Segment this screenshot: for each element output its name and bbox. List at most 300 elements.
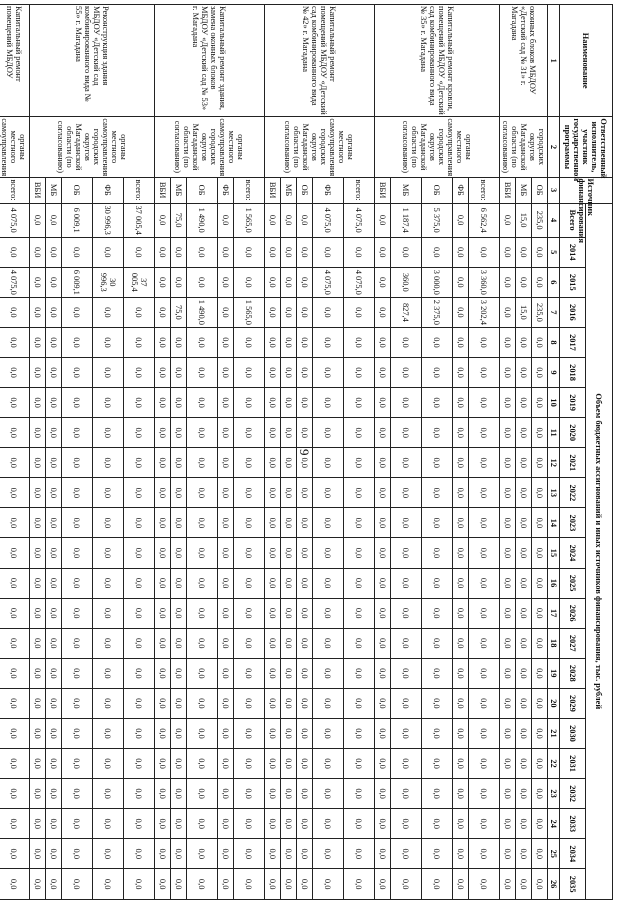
- value-cell: 0,0: [171, 237, 187, 267]
- value-cell: 0,0: [516, 418, 532, 448]
- header-year: 2030: [560, 718, 586, 748]
- column-number: 26: [548, 869, 560, 900]
- value-cell: 0,0: [155, 448, 171, 478]
- value-cell: 75,0: [171, 203, 187, 237]
- value-cell: 0,0: [46, 658, 62, 688]
- value-cell: 0,0: [30, 327, 46, 357]
- value-cell: 0,0: [62, 628, 93, 658]
- value-cell: 0,0: [375, 357, 391, 387]
- value-cell: 0,0: [391, 568, 422, 598]
- value-cell: 0,0: [62, 869, 93, 900]
- value-cell: 0,0: [281, 448, 297, 478]
- value-cell: 0,0: [453, 478, 469, 508]
- value-cell: 0,0: [265, 297, 281, 327]
- value-cell: 0,0: [281, 628, 297, 658]
- value-cell: 0,0: [391, 809, 422, 839]
- value-cell: 0,0: [30, 478, 46, 508]
- value-cell: 0,0: [265, 688, 281, 718]
- value-cell: 0,0: [93, 628, 124, 658]
- value-cell: 0,0: [62, 779, 93, 809]
- row-name: Реконструкция здания МБДОУ «Детский сад комбинированного вида № 55» г. Магадана: [30, 5, 155, 117]
- row-source: ФБ: [218, 177, 234, 203]
- value-cell: 0,0: [93, 508, 124, 538]
- value-cell: 0,0: [46, 508, 62, 538]
- value-cell: 0,0: [532, 568, 548, 598]
- value-cell: 0,0: [375, 568, 391, 598]
- value-cell: 0,0: [46, 267, 62, 297]
- value-cell: 0,0: [46, 749, 62, 779]
- value-cell: 0,0: [500, 388, 516, 418]
- value-cell: 0,0: [313, 658, 344, 688]
- value-cell: 0,0: [218, 203, 234, 237]
- value-cell: 0,0: [187, 478, 218, 508]
- value-cell: 0,0: [218, 388, 234, 418]
- value-cell: 0,0: [30, 388, 46, 418]
- value-cell: 0,0: [344, 538, 375, 568]
- value-cell: 0,0: [281, 357, 297, 387]
- row-source: всего:: [344, 177, 375, 203]
- value-cell: 0,0: [124, 718, 155, 748]
- value-cell: 0,0: [422, 508, 453, 538]
- row-source: ФБ: [93, 177, 124, 203]
- header-year: 2024: [560, 538, 586, 568]
- header-year: 2028: [560, 658, 586, 688]
- value-cell: 0,0: [297, 508, 313, 538]
- column-number: 5: [548, 237, 560, 267]
- row-executor: органы местного самоуправления городских округов Магаданской области (по согласованию): [265, 117, 375, 177]
- value-cell: 0,0: [344, 598, 375, 628]
- value-cell: 1 565,0: [234, 203, 265, 237]
- value-cell: 0,0: [422, 779, 453, 809]
- value-cell: 0,0: [187, 809, 218, 839]
- value-cell: 0,0: [30, 839, 46, 869]
- value-cell: 0,0: [532, 388, 548, 418]
- value-cell: 0,0: [469, 869, 500, 900]
- value-cell: 0,0: [46, 357, 62, 387]
- value-cell: 0,0: [187, 568, 218, 598]
- value-cell: 0,0: [391, 538, 422, 568]
- value-cell: 0,0: [422, 718, 453, 748]
- value-cell: 0,0: [375, 388, 391, 418]
- value-cell: 0,0: [234, 839, 265, 869]
- value-cell: 0,0: [297, 203, 313, 237]
- value-cell: 0,0: [344, 749, 375, 779]
- value-cell: 0,0: [281, 779, 297, 809]
- value-cell: 0,0: [469, 749, 500, 779]
- value-cell: 0,0: [155, 327, 171, 357]
- value-cell: 0,0: [344, 357, 375, 387]
- value-cell: 0,0: [218, 718, 234, 748]
- row-source: всего:: [124, 177, 155, 203]
- value-cell: 0,0: [281, 658, 297, 688]
- header-year: 2034: [560, 839, 586, 869]
- value-cell: 0,0: [265, 718, 281, 748]
- value-cell: 0,0: [124, 598, 155, 628]
- value-cell: 0,0: [500, 718, 516, 748]
- value-cell: 0,0: [516, 718, 532, 748]
- header-year: 2019: [560, 388, 586, 418]
- value-cell: 0,0: [265, 203, 281, 237]
- column-number-row: [548, 5, 560, 900]
- value-cell: 37 005,4: [124, 203, 155, 237]
- value-cell: 0,0: [171, 568, 187, 598]
- value-cell: 0,0: [516, 658, 532, 688]
- value-cell: 0,0: [62, 448, 93, 478]
- value-cell: 360,0: [391, 267, 422, 297]
- value-cell: 0,0: [124, 658, 155, 688]
- value-cell: 0,0: [375, 448, 391, 478]
- row-source: МБ: [281, 177, 297, 203]
- value-cell: 0,0: [62, 658, 93, 688]
- value-cell: 0,0: [93, 568, 124, 598]
- value-cell: 0,0: [171, 538, 187, 568]
- row-executor: органы местного самоуправления городских округов Магаданской области (по согласованию): [30, 117, 155, 177]
- value-cell: 0,0: [516, 508, 532, 538]
- value-cell: 0,0: [469, 448, 500, 478]
- value-cell: 0,0: [469, 598, 500, 628]
- column-number: 24: [548, 809, 560, 839]
- value-cell: 0,0: [155, 357, 171, 387]
- value-cell: 0,0: [422, 327, 453, 357]
- value-cell: 0,0: [344, 809, 375, 839]
- value-cell: 0,0: [532, 267, 548, 297]
- value-cell: 0,0: [234, 658, 265, 688]
- column-number: 21: [548, 718, 560, 748]
- value-cell: 0,0: [453, 869, 469, 900]
- value-cell: 0,0: [0, 658, 30, 688]
- value-cell: 0,0: [0, 478, 30, 508]
- column-number: 22: [548, 749, 560, 779]
- value-cell: 0,0: [391, 839, 422, 869]
- value-cell: 0,0: [218, 538, 234, 568]
- row-source: всего:: [469, 177, 500, 203]
- column-number: 4: [548, 203, 560, 237]
- value-cell: 0,0: [218, 869, 234, 900]
- value-cell: 0,0: [453, 203, 469, 237]
- header-year: 2029: [560, 688, 586, 718]
- value-cell: 4 075,0: [344, 203, 375, 237]
- value-cell: 0,0: [93, 779, 124, 809]
- value-cell: 0,0: [234, 237, 265, 267]
- value-cell: 0,0: [155, 297, 171, 327]
- value-cell: 0,0: [453, 418, 469, 448]
- value-cell: 0,0: [500, 749, 516, 779]
- value-cell: 0,0: [265, 628, 281, 658]
- value-cell: 0,0: [187, 418, 218, 448]
- value-cell: 0,0: [500, 658, 516, 688]
- value-cell: 0,0: [155, 869, 171, 900]
- table-row: [344, 5, 375, 900]
- value-cell: 0,0: [344, 718, 375, 748]
- value-cell: 0,0: [124, 508, 155, 538]
- value-cell: 0,0: [500, 357, 516, 387]
- value-cell: 0,0: [500, 448, 516, 478]
- value-cell: 0,0: [516, 388, 532, 418]
- header-executor: Ответственный исполнитель, участник государственной программы: [560, 117, 613, 177]
- value-cell: 0,0: [532, 628, 548, 658]
- header-year: 2016: [560, 297, 586, 327]
- value-cell: 0,0: [171, 869, 187, 900]
- value-cell: 0,0: [344, 388, 375, 418]
- value-cell: 0,0: [422, 478, 453, 508]
- column-number: 6: [548, 267, 560, 297]
- value-cell: 0,0: [344, 839, 375, 869]
- value-cell: 0,0: [30, 418, 46, 448]
- value-cell: 0,0: [375, 749, 391, 779]
- value-cell: 30 996,3: [93, 267, 124, 297]
- value-cell: 0,0: [375, 809, 391, 839]
- value-cell: 0,0: [344, 297, 375, 327]
- value-cell: 0,0: [422, 418, 453, 448]
- value-cell: 0,0: [124, 688, 155, 718]
- value-cell: 0,0: [124, 357, 155, 387]
- value-cell: 0,0: [218, 779, 234, 809]
- value-cell: 0,0: [93, 237, 124, 267]
- value-cell: 0,0: [313, 538, 344, 568]
- header-year: 2033: [560, 809, 586, 839]
- value-cell: 0,0: [265, 749, 281, 779]
- value-cell: 0,0: [218, 839, 234, 869]
- value-cell: 0,0: [375, 688, 391, 718]
- value-cell: 0,0: [532, 749, 548, 779]
- value-cell: 0,0: [124, 448, 155, 478]
- value-cell: 3 360,0: [469, 267, 500, 297]
- value-cell: 0,0: [265, 538, 281, 568]
- value-cell: 0,0: [500, 297, 516, 327]
- value-cell: 0,0: [313, 327, 344, 357]
- value-cell: 0,0: [453, 839, 469, 869]
- value-cell: 0,0: [532, 869, 548, 900]
- value-cell: 15,0: [516, 297, 532, 327]
- value-cell: 0,0: [516, 267, 532, 297]
- value-cell: 0,0: [234, 809, 265, 839]
- value-cell: 0,0: [391, 327, 422, 357]
- value-cell: 0,0: [500, 508, 516, 538]
- value-cell: 0,0: [516, 809, 532, 839]
- value-cell: 0,0: [171, 779, 187, 809]
- value-cell: 0,0: [532, 809, 548, 839]
- value-cell: 0,0: [187, 508, 218, 538]
- value-cell: 0,0: [391, 628, 422, 658]
- value-cell: 0,0: [93, 598, 124, 628]
- value-cell: 0,0: [0, 538, 30, 568]
- value-cell: 0,0: [30, 237, 46, 267]
- value-cell: 0,0: [453, 779, 469, 809]
- value-cell: 0,0: [124, 809, 155, 839]
- value-cell: 0,0: [187, 237, 218, 267]
- value-cell: 0,0: [469, 237, 500, 267]
- row-source: ФБ: [313, 177, 344, 203]
- value-cell: 4 075,0: [313, 267, 344, 297]
- value-cell: 0,0: [171, 267, 187, 297]
- value-cell: 0,0: [422, 568, 453, 598]
- value-cell: 30 996,3: [93, 203, 124, 237]
- value-cell: 0,0: [93, 749, 124, 779]
- value-cell: 0,0: [469, 688, 500, 718]
- value-cell: 0,0: [500, 568, 516, 598]
- value-cell: 0,0: [0, 779, 30, 809]
- value-cell: 0,0: [124, 297, 155, 327]
- value-cell: 5 375,0: [422, 203, 453, 237]
- value-cell: 0,0: [62, 418, 93, 448]
- value-cell: 0,0: [516, 779, 532, 809]
- header-name: Наименование: [560, 5, 613, 117]
- value-cell: 0,0: [391, 688, 422, 718]
- value-cell: 0,0: [532, 418, 548, 448]
- value-cell: 0,0: [313, 508, 344, 538]
- value-cell: 0,0: [313, 749, 344, 779]
- value-cell: 0,0: [453, 267, 469, 297]
- value-cell: 0,0: [516, 568, 532, 598]
- value-cell: 0,0: [500, 628, 516, 658]
- value-cell: 0,0: [62, 508, 93, 538]
- value-cell: 0,0: [422, 237, 453, 267]
- header-year: 2015: [560, 267, 586, 297]
- value-cell: 0,0: [234, 508, 265, 538]
- value-cell: 0,0: [0, 628, 30, 658]
- value-cell: 0,0: [171, 658, 187, 688]
- row-name: оконных блоков МБДОУ «Детский сад № 31» г. Магадана: [500, 5, 548, 117]
- value-cell: 0,0: [0, 869, 30, 900]
- value-cell: 0,0: [187, 327, 218, 357]
- value-cell: 0,0: [453, 448, 469, 478]
- value-cell: 0,0: [313, 478, 344, 508]
- value-cell: 0,0: [93, 388, 124, 418]
- value-cell: 0,0: [313, 869, 344, 900]
- value-cell: 0,0: [391, 869, 422, 900]
- value-cell: 0,0: [218, 478, 234, 508]
- row-source: ВБИ: [500, 177, 516, 203]
- value-cell: 0,0: [297, 267, 313, 297]
- value-cell: 0,0: [46, 839, 62, 869]
- row-executor: органы местного самоуправления городских округов Магаданской области (по согласованию): [155, 117, 265, 177]
- value-cell: 0,0: [297, 598, 313, 628]
- value-cell: 0,0: [469, 839, 500, 869]
- value-cell: 0,0: [375, 203, 391, 237]
- row-executor: органы местного самоуправления городских округов Магаданской области (по согласованию): [375, 117, 500, 177]
- value-cell: 0,0: [453, 749, 469, 779]
- value-cell: 0,0: [30, 688, 46, 718]
- value-cell: 0,0: [500, 839, 516, 869]
- value-cell: 0,0: [155, 839, 171, 869]
- value-cell: 0,0: [516, 327, 532, 357]
- header-row-1: [586, 5, 613, 900]
- value-cell: 0,0: [46, 388, 62, 418]
- value-cell: 0,0: [93, 869, 124, 900]
- value-cell: 0,0: [234, 869, 265, 900]
- value-cell: 0,0: [313, 388, 344, 418]
- value-cell: 0,0: [218, 448, 234, 478]
- value-cell: 0,0: [187, 779, 218, 809]
- value-cell: 6 009,1: [62, 267, 93, 297]
- value-cell: 0,0: [297, 839, 313, 869]
- row-source: всего:: [234, 177, 265, 203]
- header-source: Источник финансирования: [560, 177, 613, 203]
- value-cell: 0,0: [391, 388, 422, 418]
- value-cell: 0,0: [344, 478, 375, 508]
- value-cell: 0,0: [469, 779, 500, 809]
- header-year: 2031: [560, 749, 586, 779]
- value-cell: 0,0: [313, 839, 344, 869]
- value-cell: 0,0: [30, 598, 46, 628]
- value-cell: 0,0: [234, 418, 265, 448]
- value-cell: 0,0: [453, 508, 469, 538]
- value-cell: 0,0: [500, 538, 516, 568]
- value-cell: 0,0: [469, 628, 500, 658]
- value-cell: 0,0: [344, 418, 375, 448]
- value-cell: 0,0: [93, 297, 124, 327]
- value-cell: 0,0: [532, 688, 548, 718]
- value-cell: 235,0: [532, 297, 548, 327]
- value-cell: 0,0: [62, 568, 93, 598]
- value-cell: 0,0: [30, 658, 46, 688]
- value-cell: 0,0: [453, 237, 469, 267]
- value-cell: 0,0: [375, 538, 391, 568]
- value-cell: 0,0: [265, 809, 281, 839]
- value-cell: 0,0: [281, 203, 297, 237]
- value-cell: 0,0: [62, 357, 93, 387]
- value-cell: 0,0: [171, 388, 187, 418]
- value-cell: 0,0: [30, 869, 46, 900]
- value-cell: 0,0: [155, 568, 171, 598]
- value-cell: 0,0: [171, 688, 187, 718]
- value-cell: 75,0: [171, 297, 187, 327]
- value-cell: 0,0: [265, 508, 281, 538]
- value-cell: 0,0: [30, 448, 46, 478]
- column-number: 20: [548, 688, 560, 718]
- value-cell: 0,0: [375, 718, 391, 748]
- value-cell: 0,0: [281, 267, 297, 297]
- value-cell: 0,0: [297, 718, 313, 748]
- value-cell: 0,0: [46, 779, 62, 809]
- value-cell: 0,0: [375, 598, 391, 628]
- value-cell: 0,0: [344, 628, 375, 658]
- header-year: 2018: [560, 357, 586, 387]
- value-cell: 0,0: [171, 839, 187, 869]
- value-cell: 0,0: [313, 779, 344, 809]
- value-cell: 0,0: [62, 809, 93, 839]
- value-cell: 0,0: [391, 658, 422, 688]
- value-cell: 0,0: [500, 598, 516, 628]
- value-cell: 0,0: [297, 478, 313, 508]
- value-cell: 0,0: [265, 598, 281, 628]
- value-cell: 0,0: [469, 809, 500, 839]
- value-cell: 0,0: [422, 749, 453, 779]
- value-cell: 0,0: [516, 237, 532, 267]
- value-cell: 0,0: [265, 448, 281, 478]
- value-cell: 0,0: [297, 297, 313, 327]
- column-number: 16: [548, 568, 560, 598]
- value-cell: 0,0: [297, 869, 313, 900]
- value-cell: 0,0: [391, 418, 422, 448]
- value-cell: 0,0: [391, 357, 422, 387]
- value-cell: 0,0: [313, 357, 344, 387]
- value-cell: 0,0: [375, 658, 391, 688]
- value-cell: 0,0: [532, 839, 548, 869]
- value-cell: 0,0: [124, 628, 155, 658]
- table-row: [124, 5, 155, 900]
- value-cell: 0,0: [516, 688, 532, 718]
- value-cell: 0,0: [391, 749, 422, 779]
- value-cell: 0,0: [234, 779, 265, 809]
- row-executor: городских округов Магаданской области (по согласованию): [500, 117, 548, 177]
- value-cell: 0,0: [453, 357, 469, 387]
- value-cell: 0,0: [313, 568, 344, 598]
- row-source: ВБИ: [375, 177, 391, 203]
- row-name: Капитальный ремонт помещений МБДОУ: [0, 5, 30, 117]
- value-cell: 0,0: [0, 839, 30, 869]
- value-cell: 0,0: [313, 718, 344, 748]
